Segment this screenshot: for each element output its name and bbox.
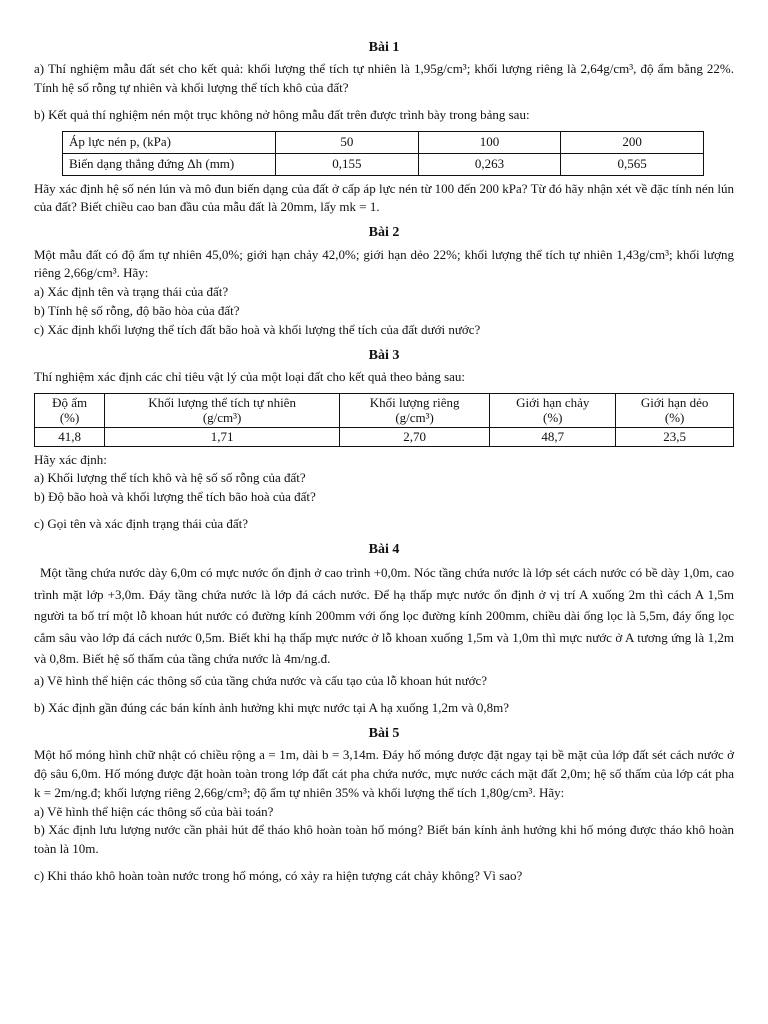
header-label: Độ ẩm — [52, 394, 88, 410]
table-row — [35, 428, 734, 447]
table-cell: 200 — [561, 131, 704, 153]
bai3-part-a: a) Khối lượng thể tích khô và hệ số số rỗng của đất? — [34, 470, 306, 486]
bai3-ask: Hãy xác định: — [34, 451, 107, 467]
bai3-part-b: b) Độ bão hoà và khối lượng thể tích bão hoà của đất? — [34, 489, 316, 505]
table-row — [63, 153, 704, 175]
header-label: Khối lượng riêng — [369, 394, 460, 410]
table-cell: 50 — [276, 131, 419, 153]
table-cell: 41,8 — [35, 428, 105, 447]
bai2-part-c: c) Xác định khối lượng thể tích đất bão hoà và khối lượng thể tích của đất dưới nước? — [34, 321, 481, 337]
bai5-part-b: b) Xác định lưu lượng nước cần phải hút để tháo khô hoàn toàn hố móng? Biết bán kính ảnh hưởng khi hố móng được tháo khô hoàn toàn là 10m. — [34, 822, 734, 857]
bai4-body: Một tầng chứa nước dày 6,0m có mực nước ổn định ở cao trình +0,0m. Nóc tầng chứa nước là lớp sét cách nước có bề dày 1,0m, cao trình mặt lớp +3,0m. Đáy tầng chứa nước là lớp đá cách nước. Để hạ thấp mực nước ổn định ở vị trí A xuống 2m thì cách A 1,5m người ta bố trí một lỗ khoan hút nước có đường kính 200mm với ống lọc đường kính 200mm, chiều dài ống lọc là 5,5m, đáy ống lọc cắm sâu vào lớp đá cách nước 0,5m. Biết khi hạ thấp mực nước ở lỗ khoan xuống 1,5m và 1,0m thì mực nước ở A tương ứng là 1,2m và 0,8m. Biết hệ số thấm của tầng chứa nước là 4m/ng.đ. — [34, 565, 734, 667]
table-cell: 0,155 — [276, 153, 419, 175]
bai2-part-b: b) Tính hệ số rỗng, độ bão hòa của đất? — [34, 303, 240, 319]
bai3-table — [34, 393, 734, 447]
bai5-part-c: c) Khi tháo khô hoàn toàn nước trong hố móng, có xảy ra hiện tượng cát chảy không? Vì sao? — [34, 868, 523, 884]
table-header-cell — [35, 393, 105, 427]
table-cell: 2,70 — [340, 428, 490, 447]
bai1-table — [62, 131, 704, 176]
bai2-part-a: a) Xác định tên và trạng thái của đất? — [34, 284, 229, 300]
bai3-title: Bài 3 — [368, 347, 400, 363]
table-row — [63, 131, 704, 153]
bai5-body: Một hố móng hình chữ nhật có chiều rộng a = 1m, dài b = 3,14m. Đáy hố móng được đặt ngay tại bề mặt của lớp đất sét cách nước ở độ sâu 6,0m. Hố móng được đặt hoàn toàn trong lớp đất cát pha chứa nước, mực nước cách mặt đất 2,0m; hệ số thấm của lớp cát pha k = 2m/ng.đ; khối lượng riêng 2,66g/cm³; độ ẩm tự nhiên 35% và khối lượng thể tích 1,80g/cm³. Hãy: — [34, 747, 734, 800]
table-header-cell — [616, 393, 734, 427]
header-label: Giới hạn chảy — [516, 394, 590, 410]
bai3-part-c: c) Gọi tên và xác định trạng thái của đất? — [34, 516, 249, 532]
table-header-cell — [105, 393, 340, 427]
table-cell: 1,71 — [105, 428, 340, 447]
table-header-cell — [490, 393, 616, 427]
bai2-title: Bài 2 — [368, 225, 400, 241]
table-cell: 0,263 — [418, 153, 561, 175]
bai4-part-a: a) Vẽ hình thể hiện các thông số của tầng chứa nước và cấu tạo của lỗ khoan hút nước? — [34, 672, 488, 688]
bai4-part-b: b) Xác định gần đúng các bán kính ảnh hưởng khi mực nước tại A hạ xuống 1,2m và 0,8m? — [34, 699, 509, 715]
bai1-part-b: b) Kết quả thí nghiệm nén một trục không nở hông mẫu đất trên được trình bày trong bảng sau: — [34, 106, 530, 122]
bai1-title: Bài 1 — [368, 40, 400, 55]
bai1-question: Hãy xác định hệ số nén lún và mô đun biến dạng của đất ở cấp áp lực nén từ 100 đến 200 kPa? Từ đó hãy nhận xét về đặc tính nén lún của đất? Biết chiều cao ban đầu của mẫu đất là 20mm, lấy mk = 1. — [34, 180, 734, 215]
header-unit: (g/cm³) — [395, 410, 434, 426]
bai2-intro: Một mẫu đất có độ ẩm tự nhiên 45,0%; giới hạn chảy 42,0%; giới hạn dẻo 22%; khối lượng thể tích tự nhiên 1,43g/cm³; khối lượng riêng 2,66g/cm³. Hãy: — [34, 246, 734, 281]
header-unit: (%) — [664, 410, 685, 426]
table-cell: Biến dạng thẳng đứng Δh (mm) — [63, 153, 276, 175]
bai5-title: Bài 5 — [368, 725, 400, 741]
table-header-cell — [340, 393, 490, 427]
header-unit: (%) — [542, 410, 563, 426]
header-unit: (%) — [59, 410, 80, 426]
table-cell: 0,565 — [561, 153, 704, 175]
bai1-part-a: a) Thí nghiệm mẫu đất sét cho kết quả: khối lượng thể tích tự nhiên là 1,95g/cm³; khối lượng riêng là 2,64g/cm³, độ ẩm bằng 22%. Tính hệ số rỗng tự nhiên và khối lượng thể tích khô của đất? — [34, 61, 734, 96]
header-unit: (g/cm³) — [202, 410, 242, 426]
header-label: Khối lượng thể tích tự nhiên — [148, 394, 296, 410]
bai3-intro: Thí nghiệm xác định các chỉ tiêu vật lý của một loại đất cho kết quả theo bảng sau: — [34, 369, 466, 385]
bai4-title: Bài 4 — [368, 542, 400, 558]
header-label: Giới hạn dẻo — [640, 394, 709, 410]
table-cell: 48,7 — [490, 428, 616, 447]
table-cell: 23,5 — [616, 428, 734, 447]
table-cell: Áp lực nén p, (kPa) — [63, 131, 276, 153]
bai5-part-a: a) Vẽ hình thể hiện các thông số của bài toán? — [34, 803, 274, 819]
table-header-row — [35, 393, 734, 427]
table-cell: 100 — [418, 131, 561, 153]
